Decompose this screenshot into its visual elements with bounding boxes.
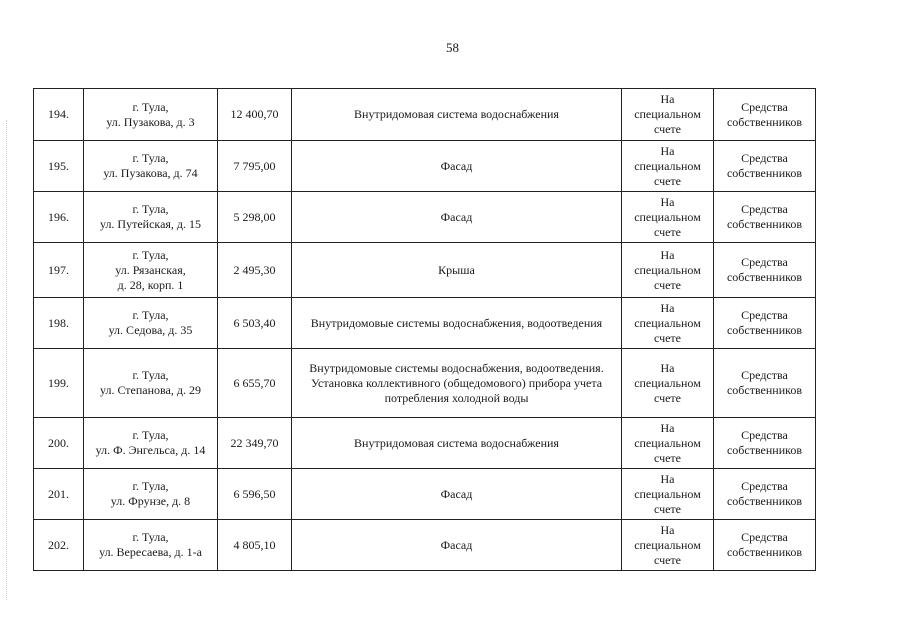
account-cell: [622, 349, 714, 418]
account-cell: [622, 192, 714, 243]
account-cell: [622, 243, 714, 298]
account-line: специальном: [634, 435, 701, 450]
funding-source-line: Средства: [741, 255, 788, 269]
account-line: На: [660, 143, 675, 158]
address-line: г. Тула,: [132, 202, 169, 216]
address-cell: [84, 298, 218, 349]
row-number: 202.: [34, 520, 84, 571]
address-line: ул. Путейская, д. 15: [99, 217, 202, 231]
address-line: г. Тула,: [132, 479, 169, 493]
row-number: 200.: [34, 418, 84, 469]
table-row: [34, 298, 816, 349]
account-line: На: [660, 300, 675, 315]
account-cell: [622, 141, 714, 192]
funding-source-cell: [714, 349, 816, 418]
amount-cell: 5 298,00: [218, 192, 292, 243]
funding-source-cell: [714, 243, 816, 298]
funding-source-cell: [714, 298, 816, 349]
table-row: [34, 349, 816, 418]
funding-source-line: Средства: [741, 151, 788, 165]
address-line: г. Тула,: [132, 151, 169, 165]
account-line: специальном: [634, 486, 701, 501]
address-line: г. Тула,: [132, 368, 169, 382]
address-cell: [84, 469, 218, 520]
address-cell: [84, 349, 218, 418]
account-cell: [622, 418, 714, 469]
address-cell: [84, 141, 218, 192]
account-cell: [622, 520, 714, 571]
funding-source-line: собственников: [726, 494, 803, 508]
table-row: [34, 192, 816, 243]
address-line: г. Тула,: [132, 247, 169, 262]
funding-source-line: собственников: [726, 114, 803, 129]
amount-cell: 4 805,10: [218, 520, 292, 571]
account-line: специальном: [634, 375, 701, 390]
funding-source-line: Средства: [741, 479, 788, 493]
funding-source-line: собственников: [726, 383, 803, 397]
table-row: [34, 141, 816, 192]
account-line: На: [660, 471, 675, 486]
address-line: г. Тула,: [132, 530, 169, 544]
amount-cell: 7 795,00: [218, 141, 292, 192]
account-cell: [622, 298, 714, 349]
row-number: 197.: [34, 243, 84, 298]
address-cell: [84, 243, 218, 298]
account-line: счете: [653, 552, 682, 567]
amount-cell: 2 495,30: [218, 243, 292, 298]
funding-source-cell: [714, 418, 816, 469]
account-line: счете: [653, 277, 682, 292]
amount-cell: 22 349,70: [218, 418, 292, 469]
address-line: д. 28, корп. 1: [117, 277, 184, 292]
row-number: 194.: [34, 89, 84, 141]
table-row: [34, 89, 816, 141]
funding-source-line: Средства: [741, 530, 788, 544]
address-line: ул. Седова, д. 35: [108, 323, 193, 337]
address-cell: [84, 192, 218, 243]
account-line: специальном: [634, 537, 701, 552]
account-line: На: [660, 194, 675, 209]
address-cell: [84, 418, 218, 469]
work-type-cell: Внутридомовые системы водоснабжения, водоотведения: [292, 298, 622, 349]
address-line: ул. Ф. Энгельса, д. 14: [95, 443, 206, 457]
account-line: специальном: [634, 315, 701, 330]
work-type-cell: Крыша: [292, 243, 622, 298]
amount-cell: 6 503,40: [218, 298, 292, 349]
account-line: специальном: [634, 107, 701, 121]
row-number: 199.: [34, 349, 84, 418]
funding-source-line: Средства: [741, 368, 788, 382]
address-line: ул. Вересаева, д. 1-а: [99, 545, 202, 559]
account-line: счете: [653, 450, 682, 465]
address-line: ул. Рязанская,: [115, 262, 186, 277]
account-line: счете: [653, 390, 682, 405]
work-type-cell: Внутридомовые системы водоснабжения, водоотведения. Установка коллективного (общедомового) прибора учета потребления холодной воды: [292, 349, 622, 418]
row-number: 196.: [34, 192, 84, 243]
account-line: На: [660, 522, 675, 537]
address-line: ул. Пузакова, д. 3: [106, 114, 195, 129]
address-cell: [84, 520, 218, 571]
account-line: счете: [653, 122, 682, 136]
funding-source-line: Средства: [741, 428, 788, 442]
funding-source-cell: [714, 141, 816, 192]
row-number: 195.: [34, 141, 84, 192]
account-cell: [622, 89, 714, 141]
amount-cell: 6 655,70: [218, 349, 292, 418]
address-line: г. Тула,: [132, 428, 169, 442]
account-cell: [622, 469, 714, 520]
account-line: счете: [653, 224, 682, 239]
funding-source-line: собственников: [726, 166, 803, 180]
account-line: счете: [653, 330, 682, 345]
address-line: ул. Фрунзе, д. 8: [110, 494, 191, 508]
funding-source-cell: [714, 469, 816, 520]
funding-source-line: собственников: [726, 270, 803, 284]
table-row: [34, 418, 816, 469]
funding-source-line: собственников: [726, 443, 803, 457]
amount-cell: 12 400,70: [218, 89, 292, 141]
funding-source-line: собственников: [726, 545, 803, 559]
work-type-cell: Внутридомовая система водоснабжения: [292, 418, 622, 469]
address-line: ул. Степанова, д. 29: [100, 383, 201, 397]
address-line: ул. Пузакова, д. 74: [103, 166, 198, 180]
address-cell: [84, 89, 218, 141]
row-number: 198.: [34, 298, 84, 349]
address-line: г. Тула,: [132, 308, 169, 322]
address-line: г. Тула,: [132, 99, 169, 114]
account-line: На: [660, 92, 675, 106]
account-line: специальном: [634, 158, 701, 173]
table-row: [34, 469, 816, 520]
funding-source-line: Средства: [741, 308, 788, 322]
account-line: счете: [653, 501, 682, 516]
row-number: 201.: [34, 469, 84, 520]
funding-source-cell: [714, 89, 816, 141]
funding-source-line: Средства: [741, 99, 788, 114]
account-line: На: [660, 360, 675, 375]
work-type-cell: Фасад: [292, 192, 622, 243]
funding-source-line: Средства: [741, 202, 788, 216]
account-line: На: [660, 420, 675, 435]
page-number: 58: [446, 40, 459, 55]
scan-margin-marks: [6, 120, 11, 600]
repair-registry-table: [33, 88, 816, 571]
account-line: счете: [653, 173, 682, 188]
work-type-cell: Фасад: [292, 141, 622, 192]
account-line: специальном: [634, 209, 701, 224]
funding-source-cell: [714, 192, 816, 243]
work-type-cell: Фасад: [292, 469, 622, 520]
registry-body: [34, 89, 816, 571]
work-type-cell: Фасад: [292, 520, 622, 571]
amount-cell: 6 596,50: [218, 469, 292, 520]
account-line: специальном: [634, 262, 701, 277]
work-type-cell: Внутридомовая система водоснабжения: [292, 89, 622, 141]
table-row: [34, 243, 816, 298]
funding-source-line: собственников: [726, 323, 803, 337]
funding-source-line: собственников: [726, 217, 803, 231]
table-row: [34, 520, 816, 571]
funding-source-cell: [714, 520, 816, 571]
account-line: На: [660, 247, 675, 262]
